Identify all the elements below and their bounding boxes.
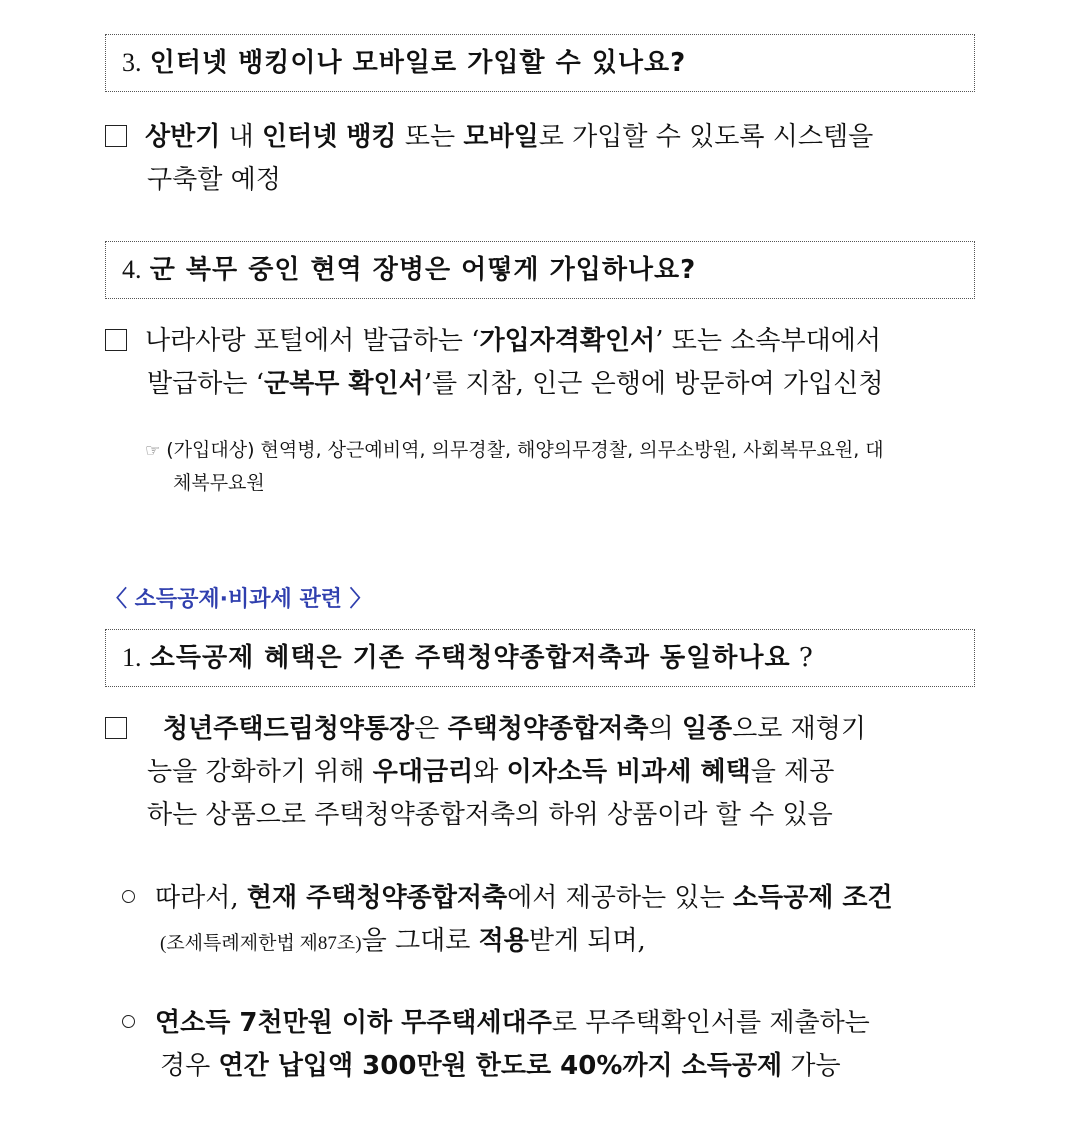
- answer-text: 은: [414, 714, 448, 744]
- answer-bold: 상반기: [145, 122, 221, 152]
- answer-text: 의: [648, 714, 682, 744]
- answer-text: 발급하는 ‘: [147, 369, 264, 399]
- law-reference: (조세특례제한법 제87조): [160, 933, 362, 954]
- bullet-2: [122, 1002, 975, 1088]
- pointing-hand-icon: ☞: [145, 441, 161, 461]
- question-text: 인터넷 뱅킹이나 모바일로 가입할 수 있나요?: [149, 48, 687, 78]
- checkbox-square-icon: [105, 329, 127, 351]
- question-mark: ?: [790, 643, 813, 673]
- answer-3: [105, 116, 975, 202]
- answer-text: 을 제공: [750, 757, 835, 787]
- bullet-bold: 연소득 7천만원 이하 무주택세대주: [155, 1008, 552, 1038]
- circle-bullet-icon: [122, 1015, 135, 1028]
- note-text: (가입대상) 현역병, 상근예비역, 의무경찰, 해양의무경찰, 의무소방원, 사회복무요원, 대: [166, 439, 884, 461]
- answer-bold: 모바일: [463, 122, 539, 152]
- question-text: 소득공제 혜택은 기존 주택청약종합저축과 동일하나요: [149, 643, 791, 673]
- answer-text: 로 가입할 수 있도록 시스템을: [538, 122, 874, 152]
- answer-text: ’ 또는 소속부대에서: [655, 326, 881, 356]
- question-number: 1.: [122, 643, 142, 672]
- bullet-bold: 적용: [478, 926, 529, 956]
- answer-text: 구축할 예정: [147, 165, 281, 195]
- bullet-text: 가능: [782, 1051, 841, 1081]
- question-box-3: [105, 34, 975, 92]
- answer-bold: 우대금리: [372, 757, 474, 787]
- bullet-text: 받게 되며,: [528, 926, 646, 956]
- answer-text: 나라사랑 포털에서 발급하는 ‘: [145, 326, 480, 356]
- checkbox-square-icon: [105, 717, 127, 739]
- answer-text: 능을 강화하기 위해: [147, 757, 373, 787]
- answer-bold: 가입자격확인서: [479, 326, 656, 356]
- answer-4: [105, 320, 975, 406]
- question-number: 4.: [122, 255, 142, 284]
- bullet-bold: 소득공제 조건: [732, 883, 893, 913]
- answer-bold: 군복무 확인서: [264, 369, 424, 399]
- answer-bold: 일종: [681, 714, 733, 744]
- question-text: 군 복무 중인 현역 장병은 어떻게 가입하나요?: [149, 255, 697, 285]
- answer-text: ’를 지참, 인근 은행에 방문하여 가입신청: [423, 369, 884, 399]
- answer-text: 하는 상품으로 주택청약종합저축의 하위 상품이라 할 수 있음: [147, 800, 833, 830]
- answer-text: 와: [473, 757, 507, 787]
- bullet-text: 을 그대로: [361, 926, 479, 956]
- answer-text: 으로 재형기: [732, 714, 866, 744]
- answer-bold: 청년주택드림청약통장: [163, 714, 415, 744]
- question-number: 3.: [122, 48, 142, 77]
- bullet-text: 경우: [160, 1051, 219, 1081]
- answer-bold: 주택청약종합저축: [447, 714, 649, 744]
- bullet-1: [122, 877, 975, 963]
- answer-text: 내: [220, 122, 263, 152]
- section-title: 〈 소득공제·비과세 관련 〉: [105, 587, 372, 612]
- answer-bold: 인터넷 뱅킹: [262, 122, 397, 152]
- answer-text: 또는: [396, 122, 464, 152]
- note-text: 체복무요원: [173, 472, 265, 494]
- bullet-text: 에서 제공하는 있는: [507, 883, 733, 913]
- checkbox-square-icon: [105, 125, 127, 147]
- bullet-text: 로 무주택확인서를 제출하는: [551, 1008, 870, 1038]
- answer-1: [105, 708, 975, 837]
- eligibility-note: [145, 434, 977, 499]
- question-box-4: [105, 241, 975, 299]
- circle-bullet-icon: [122, 890, 135, 903]
- answer-bold: 이자소득 비과세 혜택: [506, 757, 751, 787]
- question-box-1: [105, 629, 975, 687]
- bullet-bold: 연간 납입액 300만원 한도로 40%까지 소득공제: [218, 1051, 783, 1081]
- bullet-bold: 현재 주택청약종합저축: [246, 883, 508, 913]
- bullet-text: 따라서,: [155, 883, 247, 913]
